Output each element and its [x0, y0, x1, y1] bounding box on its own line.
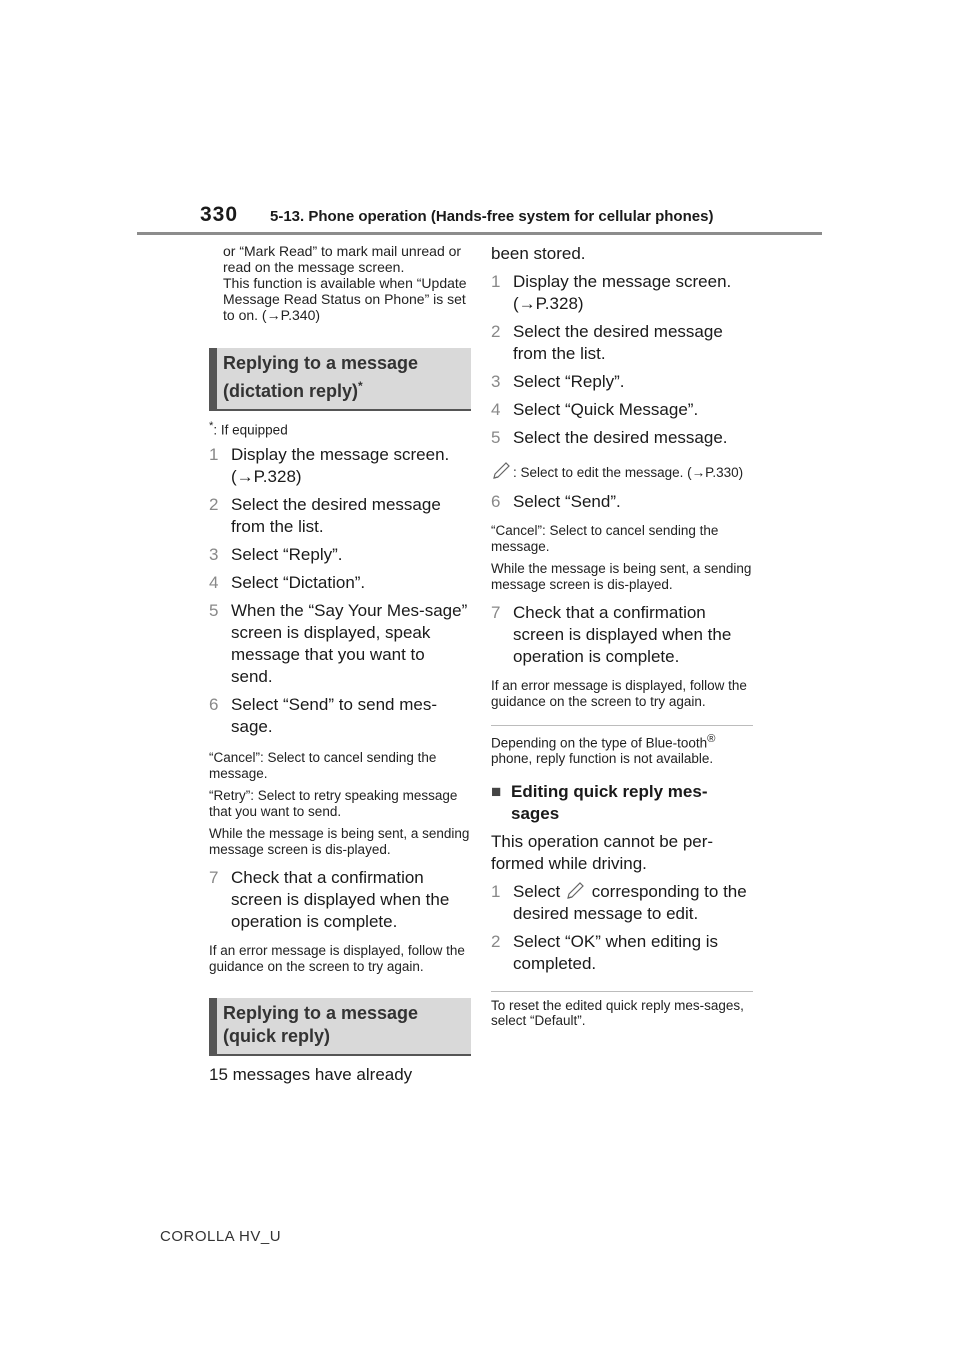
step-item: [491, 321, 753, 365]
step-number: 5: [491, 428, 501, 447]
step-text: Check that a confirmation screen is displayed when the operation is complete.: [513, 603, 732, 666]
step-text: Display the message screen. (→P.328): [513, 272, 732, 313]
step-number: 1: [491, 881, 501, 901]
step-item: [491, 602, 753, 668]
step-number: 1: [209, 445, 219, 464]
intro-note-line-1: or “Mark Read” to mark mail unread or read on the message screen.: [223, 243, 462, 275]
bluetooth-note: [491, 732, 753, 767]
step-text: Select “Reply”.: [231, 545, 343, 564]
section-header-title: 5-13. Phone operation (Hands-free system for cellular phones): [270, 208, 714, 225]
step-text: Select “Dictation”.: [231, 573, 366, 592]
step-item: [209, 694, 471, 738]
bluetooth-note-text-2: phone, reply function is not available.: [491, 751, 714, 766]
step-item: [209, 444, 471, 488]
step-number: 3: [209, 545, 219, 564]
step-number: 6: [209, 695, 219, 714]
square-bullet-icon: ■: [491, 781, 502, 801]
note-retry: “Retry”: Select to retry speaking message that you want to send.: [209, 788, 458, 819]
step-item: [209, 867, 471, 933]
left-column: [209, 243, 471, 1086]
step-number: 3: [491, 372, 501, 391]
pencil-icon: [565, 881, 587, 901]
note-cancel: “Cancel”: Select to cancel sending the message.: [209, 750, 437, 781]
step-number: 4: [209, 573, 219, 592]
step-item: [491, 881, 753, 925]
step-text: Select the desired message.: [513, 428, 728, 447]
step-number: 5: [209, 601, 219, 620]
step-text-a: Select: [513, 881, 561, 901]
note-divider: [491, 725, 753, 726]
footer-model: COROLLA HV_U: [160, 1228, 282, 1245]
footnote-text: : If equipped: [213, 422, 288, 438]
intro-note-line-2: This function is available when “Update Message Read Status on Phone” is set to on. (→P.340): [223, 275, 467, 323]
step-number: 7: [491, 603, 501, 622]
step-item: [209, 544, 471, 566]
note-cancel: “Cancel”: Select to cancel sending the message.: [491, 523, 719, 554]
edit-note-text: : Select to edit the message. (→P.330): [513, 465, 744, 480]
edit-note: [491, 461, 753, 481]
step-item: [209, 572, 471, 594]
section-heading-text: Replying to a message (quick reply): [223, 1003, 419, 1046]
step-text: Display the message screen. (→P.328): [231, 445, 450, 486]
step-text-b: corresponding to the desired message to edit.: [513, 881, 747, 923]
quick-reply-intro: 15 messages have already: [209, 1065, 413, 1084]
step-item: [209, 600, 471, 688]
note-sending: While the message is being sent, a sending message screen is dis-played.: [491, 561, 752, 592]
subheading-editing-quick-reply: [491, 781, 753, 825]
step-item: [491, 931, 753, 975]
step-text: Select the desired message from the list.: [231, 495, 441, 536]
subheading-text: Editing quick reply mes-sages: [511, 781, 708, 823]
dictation-steps: [209, 444, 471, 738]
note-error: If an error message is displayed, follow the guidance on the screen to try again.: [491, 678, 747, 709]
pencil-icon: [491, 461, 513, 481]
equipped-mark: *: [358, 379, 363, 393]
step-item: [491, 399, 753, 421]
registered-mark: ®: [707, 733, 716, 745]
note-error: If an error message is displayed, follow the guidance on the screen to try again.: [209, 943, 465, 974]
step-number: 2: [491, 322, 501, 341]
quick-reply-intro-continued: been stored.: [491, 244, 586, 263]
step-number: 2: [491, 931, 501, 951]
step-text: Select “Send”.: [513, 492, 621, 511]
step-text: [513, 881, 753, 925]
step-item: [209, 494, 471, 538]
step-item: [491, 491, 753, 513]
step-item: [491, 371, 753, 393]
note-divider: [491, 991, 753, 992]
footnote: [209, 419, 471, 438]
step-number: 2: [209, 495, 219, 514]
cannot-while-driving: This operation cannot be per-formed while driving.: [491, 831, 714, 873]
step-text: Check that a confirmation screen is displayed when the operation is complete.: [231, 868, 450, 931]
bluetooth-note-text: Depending on the type of Blue-tooth: [491, 735, 708, 751]
step-item: [491, 427, 753, 449]
page-number: 330: [200, 203, 239, 226]
step-text: Select the desired message from the list.: [513, 322, 723, 363]
step-text: Select “Send” to send mes-sage.: [231, 695, 437, 736]
reset-note: To reset the edited quick reply mes-sages, select “Default”.: [491, 997, 744, 1028]
footnote-mark: *: [209, 420, 214, 432]
section-heading-text: Replying to a message (dictation reply): [223, 353, 419, 401]
section-heading-dictation-reply: [209, 348, 471, 411]
step-text: Select “Reply”.: [513, 372, 625, 391]
step-number: 7: [209, 868, 219, 887]
intro-note: [209, 243, 471, 323]
step-number: 1: [491, 272, 501, 291]
quick-reply-steps: [491, 271, 753, 449]
step-text: When the “Say Your Mes-sage” screen is displayed, speak message that you want to send.: [231, 601, 468, 686]
step-number: 6: [491, 492, 501, 511]
note-sending: While the message is being sent, a sending message screen is dis-played.: [209, 826, 470, 857]
right-column: [491, 243, 753, 1029]
step-text: Select “Quick Message”.: [513, 400, 699, 419]
step-number: 4: [491, 400, 501, 419]
section-heading-quick-reply: [209, 998, 471, 1056]
header-divider: [137, 232, 822, 235]
step-item: [491, 271, 753, 315]
step-text: Select “OK” when editing is completed.: [513, 931, 719, 973]
